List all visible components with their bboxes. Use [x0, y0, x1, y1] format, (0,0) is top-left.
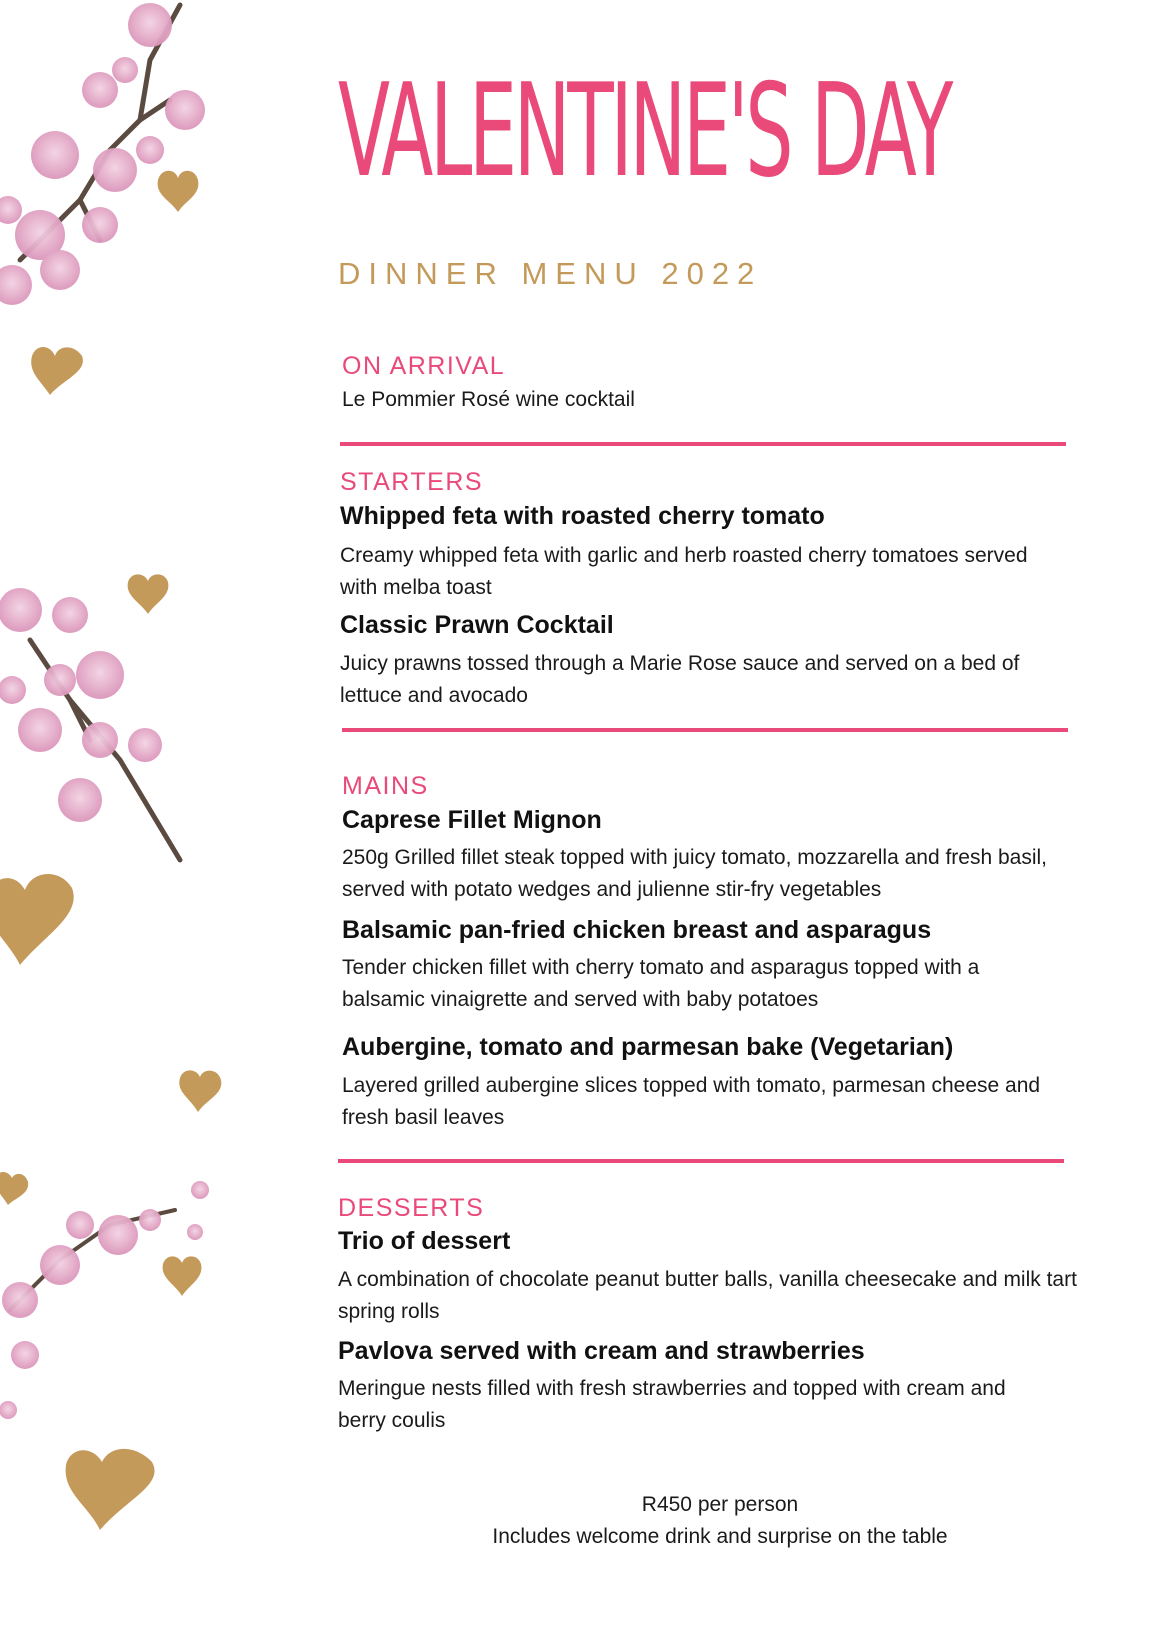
section-divider [338, 1159, 1064, 1163]
dish-name: Whipped feta with roasted cherry tomato [340, 502, 825, 530]
page-title: VALENTINE'S DAY [338, 57, 951, 206]
dish-name: Aubergine, tomato and parmesan bake (Vegetarian) [342, 1033, 954, 1061]
section-divider [340, 442, 1066, 446]
section-heading-mains: MAINS [342, 772, 429, 800]
blossom-decoration [0, 0, 260, 1627]
price-text: R450 per person [641, 1493, 799, 1516]
dish-desc: Layered grilled aubergine slices topped with tomato, parmesan cheese and fresh basil leaves [342, 1074, 1041, 1129]
blossom-cluster-bottom [0, 1181, 209, 1419]
heart-icon [179, 1070, 221, 1112]
arrival-desc: Le Pommier Rosé wine cocktail [342, 388, 635, 411]
dish-desc: A combination of chocolate peanut butter balls, vanilla cheesecake and milk tart spring rolls [338, 1268, 1077, 1323]
dish-name: Classic Prawn Cocktail [340, 611, 614, 639]
heart-icon [31, 347, 83, 395]
heart-icon [128, 574, 169, 614]
menu-subtitle: DINNER MENU 2022 [338, 256, 763, 291]
dish-desc: Meringue nests filled with fresh strawberries and topped with cream and berry coulis [338, 1377, 1006, 1432]
section-heading-starters: STARTERS [340, 468, 484, 496]
section-heading-arrival: ON ARRIVAL [342, 352, 506, 380]
section-heading-desserts: DESSERTS [338, 1194, 485, 1222]
heart-icon [163, 1256, 202, 1296]
blossom-cluster-top [0, 3, 205, 305]
dish-desc: Tender chicken fillet with cherry tomato and asparagus topped with a balsamic vinaigrette and served with baby potatoes [342, 956, 980, 1011]
dish-desc: Juicy prawns tossed through a Marie Rose sauce and served on a bed of lettuce and avocado [340, 652, 1020, 707]
heart-icon [0, 874, 74, 965]
section-divider [342, 728, 1068, 732]
dish-desc: 250g Grilled fillet steak topped with juicy tomato, mozzarella and fresh basil, served with potato wedges and julienne stir-fry vegetables [342, 846, 1048, 901]
dish-desc: Creamy whipped feta with garlic and herb roasted cherry tomatoes served with melba toast [340, 544, 1028, 599]
heart-icon [0, 1172, 28, 1205]
dish-name: Trio of dessert [338, 1227, 511, 1255]
heart-icon [66, 1449, 155, 1530]
dish-name: Balsamic pan-fried chicken breast and asparagus [342, 916, 932, 944]
heart-icon [158, 171, 199, 212]
footer-note: Includes welcome drink and surprise on the table [492, 1525, 948, 1548]
dish-name: Caprese Fillet Mignon [342, 806, 602, 834]
dish-name: Pavlova served with cream and strawberries [338, 1337, 865, 1365]
